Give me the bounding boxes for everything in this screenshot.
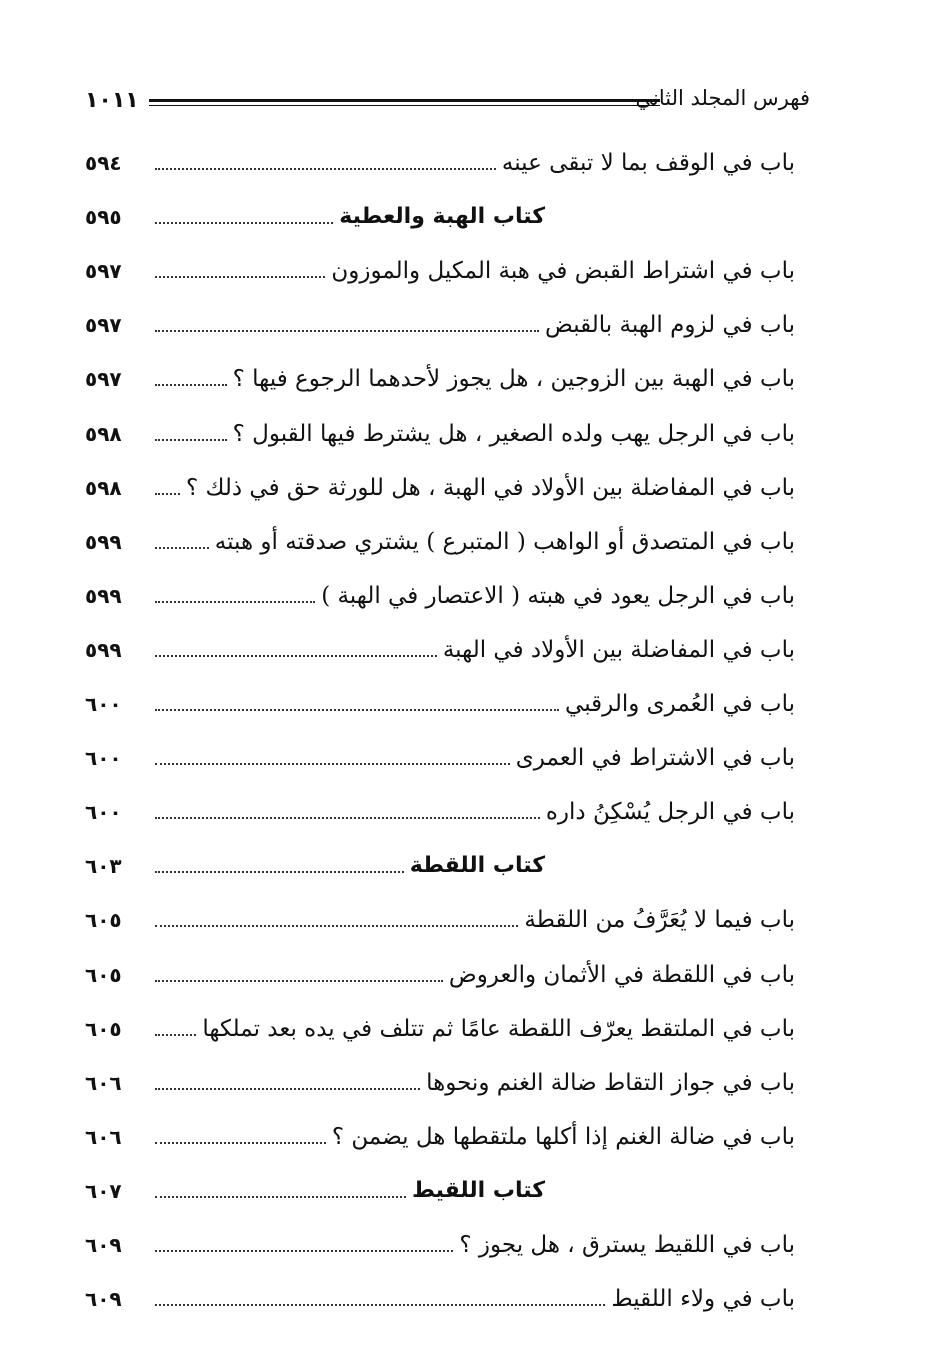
toc-entry-title: باب في اللقيط يسترق ، هل يجوز ؟: [459, 1232, 795, 1258]
toc-leader-dots: [155, 601, 315, 603]
toc-entry: [85, 302, 795, 342]
toc-entry-page: ٦٠٠: [85, 800, 122, 825]
toc-entry-title: كتاب اللقيط: [412, 1177, 545, 1203]
header-page-number: ١٠١١: [85, 88, 139, 113]
toc-leader-dots: [155, 1304, 605, 1306]
toc-entry-title: باب في ولاء اللقيط: [611, 1286, 795, 1313]
toc-entry-title: باب في المفاضلة بين الأولاد في الهبة ، هل للورثة حق في ذلك ؟: [185, 474, 795, 501]
toc-entry: [85, 681, 795, 721]
toc-entry: [85, 140, 795, 180]
toc-entry-page: ٦٠٠: [85, 746, 122, 771]
toc-entry-title: باب في الرجل يعود في هبته ( الاعتصار في الهبة ): [321, 582, 795, 609]
toc-entry-title: باب في اشتراط القبض في هبة المكيل والموزون: [331, 258, 795, 285]
toc-leader-dots: [155, 763, 510, 765]
toc-entry-page: ٦٠٣: [85, 854, 122, 879]
toc-entry-title: باب في اللقطة في الأثمان والعروض: [448, 961, 795, 988]
toc-entry-page: ٥٩٧: [85, 259, 122, 284]
toc-leader-dots: [155, 547, 209, 549]
toc-entry-title: باب في الملتقط يعرّف اللقطة عامًا ثم تتلف في يده بعد تملكها: [202, 1015, 795, 1042]
toc-section-heading: [85, 1168, 795, 1208]
toc-entry-title: باب في الهبة بين الزوجين ، هل يجوز لأحدهما الرجوع فيها ؟: [232, 366, 795, 393]
toc-entry-title: باب في الوقف بما لا تبقى عينه: [501, 150, 795, 176]
toc-entry-page: ٦٠٥: [85, 1016, 122, 1041]
toc-leader-dots: [155, 1088, 420, 1090]
toc-entry-page: ٥٩٤: [85, 151, 122, 175]
toc-entry-page: ٥٩٨: [85, 475, 122, 500]
toc-leader-dots: [155, 1034, 196, 1036]
toc-leader-dots: [155, 276, 325, 278]
toc-entry-page: ٥٩٥: [85, 205, 122, 230]
toc-entry: [85, 356, 795, 396]
toc-entry: [85, 411, 795, 451]
toc-leader-dots: [155, 925, 518, 927]
toc-entry: [85, 1276, 795, 1316]
toc-section-heading: [85, 194, 795, 234]
toc-entry-page: ٦٠٥: [85, 908, 122, 933]
toc-leader-dots: [155, 168, 496, 170]
toc-entry-title: باب في الرجل يُسْكِنُ داره: [545, 799, 795, 826]
toc-section-heading: [85, 843, 795, 883]
toc-leader-dots: [155, 439, 227, 441]
toc-leader-dots: [155, 330, 539, 332]
toc-entry-page: ٥٩٧: [85, 367, 122, 392]
toc-entry-title: باب في الاشتراط في العمرى: [515, 745, 795, 772]
toc-entry-title: باب في العُمرى والرقبي: [565, 691, 795, 717]
page-header: [85, 84, 810, 124]
toc-entry-page: ٥٩٧: [85, 313, 122, 338]
toc-entry: [85, 952, 795, 992]
toc-entry: [85, 573, 795, 613]
toc-entry-title: كتاب اللقطة: [409, 853, 545, 879]
toc-entry-title: باب في المفاضلة بين الأولاد في الهبة: [442, 636, 795, 663]
toc-entry: [85, 465, 795, 505]
header-rule: [149, 99, 660, 106]
toc-entry-page: ٥٩٩: [85, 637, 122, 662]
toc-entry-title: كتاب الهبة والعطية: [339, 204, 545, 230]
toc-entry: [85, 248, 795, 288]
toc-leader-dots: [155, 1196, 406, 1198]
toc-leader-dots: [155, 871, 404, 873]
toc-entry-page: ٦٠٦: [85, 1070, 122, 1095]
toc-entry-title: باب فيما لا يُعَرَّفُ من اللقطة: [524, 907, 795, 934]
toc-leader-dots: [155, 817, 540, 819]
toc-entry-title: باب في جواز التقاط ضالة الغنم ونحوها: [426, 1069, 795, 1096]
toc-leader-dots: [155, 1142, 326, 1144]
toc-entry-page: ٥٩٩: [85, 583, 122, 608]
toc-entry: [85, 1060, 795, 1100]
toc-entry: [85, 1222, 795, 1262]
toc-leader-dots: [155, 655, 437, 657]
toc-entry-title: باب في ضالة الغنم إذا أكلها ملتقطها هل يضمن ؟: [331, 1123, 795, 1150]
toc-leader-dots: [155, 980, 443, 982]
toc-leader-dots: [155, 222, 333, 224]
toc-entry: [85, 789, 795, 829]
toc-entry-page: ٥٩٩: [85, 529, 122, 554]
toc-entry-page: ٦٠٠: [85, 692, 122, 716]
toc-entry-title: باب في المتصدق أو الواهب ( المتبرع ) يشتري صدقته أو هبته: [214, 528, 795, 555]
toc-entry-page: ٦٠٥: [85, 962, 122, 987]
header-title: فهرس المجلد الثاني: [635, 86, 810, 110]
toc-entry-page: ٦٠٦: [85, 1124, 122, 1149]
toc-entry-page: ٥٩٨: [85, 421, 122, 446]
toc-entry: [85, 627, 795, 667]
toc-entry: [85, 897, 795, 937]
toc-entry: [85, 735, 795, 775]
toc-leader-dots: [155, 493, 180, 495]
toc-entry-page: ٦٠٩: [85, 1287, 122, 1312]
toc-leader-dots: [155, 709, 559, 711]
toc-entry: [85, 1006, 795, 1046]
toc-entry-title: باب في لزوم الهبة بالقبض: [545, 312, 795, 339]
toc-entry: [85, 1114, 795, 1154]
toc-leader-dots: [155, 1250, 453, 1252]
toc-entry-page: ٦٠٩: [85, 1233, 122, 1257]
toc-leader-dots: [155, 384, 227, 386]
toc-entry-page: ٦٠٧: [85, 1178, 122, 1203]
toc-entry-title: باب في الرجل يهب ولده الصغير ، هل يشترط فيها القبول ؟: [232, 420, 795, 447]
toc-entry: [85, 519, 795, 559]
